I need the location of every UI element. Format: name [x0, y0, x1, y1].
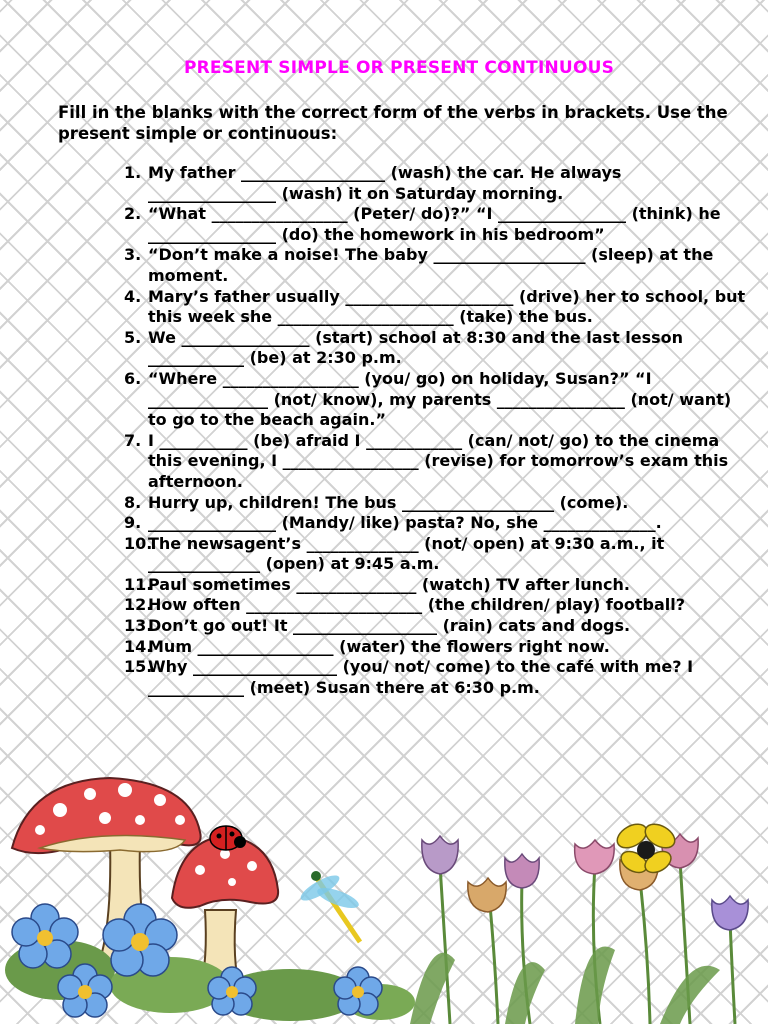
exercise-number: 10. — [124, 533, 153, 553]
tulip-icon — [422, 836, 458, 874]
exercise-item — [124, 369, 754, 431]
tulip-leaves — [410, 946, 720, 1024]
tulip-icon — [575, 840, 615, 874]
exercise-list — [124, 163, 754, 698]
exercise-item — [124, 637, 754, 658]
exercise-number: 11. — [124, 574, 153, 594]
exercise-item — [124, 431, 754, 493]
instructions: Fill in the blanks with the correct form of the verbs in brackets. Use the present simple or continuous: — [58, 103, 728, 143]
exercise-number: 5. — [124, 327, 142, 347]
tulip-icon — [505, 854, 539, 888]
exercise-text: Mary’s father usually _____________________ (drive) her to school, but this week she ______________________ (take) the bus. — [148, 286, 746, 327]
blue-flower-icon — [12, 904, 78, 968]
decoration-garden — [0, 770, 768, 1024]
exercise-number: 12. — [124, 595, 153, 615]
exercise-text: My father __________________ (wash) the car. He always ________________ (wash) it on Saturday morning. — [148, 163, 622, 203]
exercise-text: Mum _________________ (water) the flowers right now. — [148, 636, 610, 656]
blue-flower-icon — [334, 967, 382, 1015]
exercise-number: 4. — [124, 286, 142, 306]
exercise-text: Don’t go out! It __________________ (rain) cats and dogs. — [148, 616, 631, 636]
exercise-item — [124, 204, 754, 245]
exercise-number: 9. — [124, 513, 142, 533]
exercise-item — [124, 493, 754, 514]
page-title: PRESENT SIMPLE OR PRESENT CONTINUOUS — [183, 58, 615, 78]
exercise-item — [124, 534, 754, 575]
exercise-number: 3. — [124, 245, 142, 265]
exercise-number: 2. — [124, 204, 142, 224]
exercise-item — [124, 245, 754, 286]
exercise-number: 1. — [124, 163, 142, 182]
exercise-item — [124, 287, 754, 328]
exercise-text: “What _________________ (Peter/ do)?” “I ________________ (think) he ________________ (do) the homework in his bedroom” — [148, 204, 721, 244]
exercise-item — [124, 616, 754, 637]
exercise-number: 8. — [124, 492, 142, 512]
exercise-item — [124, 163, 754, 204]
tulip-icon — [468, 878, 506, 912]
exercise-text: Paul sometimes _______________ (watch) TV after lunch. — [148, 574, 630, 594]
exercise-text: The newsagent’s ______________ (not/ open) at 9:30 a.m., it ______________ (open) at 9:45 a.m. — [148, 533, 665, 574]
exercise-number: 13. — [124, 616, 153, 636]
exercise-item — [124, 657, 754, 698]
exercise-number: 7. — [124, 430, 142, 450]
exercise-text: “Don’t make a noise! The baby ___________________ (sleep) at the moment. — [148, 245, 714, 285]
ladybug-icon — [210, 826, 246, 850]
exercise-number: 6. — [124, 368, 142, 388]
exercise-text: Why __________________ (you/ not/ come) to the café with me? I ____________ (meet) Susan there at 6:30 p.m. — [148, 657, 694, 697]
exercise-text: Hurry up, children! The bus ___________________ (come). — [148, 492, 629, 512]
tulip-icon — [712, 896, 748, 930]
exercise-item — [124, 595, 754, 616]
exercise-text: We ________________ (start) school at 8:30 and the last lesson ____________ (be) at 2:30 p.m. — [148, 327, 684, 368]
exercise-text: “Where _________________ (you/ go) on holiday, Susan?” “I _______________ (not/ know), my parents ________________ (not/ want) to go to the beach again.” — [148, 368, 732, 430]
exercise-item — [124, 575, 754, 596]
exercise-text: ________________ (Mandy/ like) pasta? No, she ______________. — [148, 513, 662, 533]
exercise-number: 15. — [124, 657, 153, 677]
dragonfly-icon — [297, 871, 361, 942]
exercise-item — [124, 513, 754, 534]
exercise-text: I ___________ (be) afraid I ____________ (can/ not/ go) to the cinema this evening, I _________________ (revise) for tomorrow’s exam this afternoon. — [148, 430, 729, 491]
exercise-item — [124, 328, 754, 369]
exercise-number: 14. — [124, 636, 153, 656]
exercise-text: How often ______________________ (the children/ play) football? — [148, 595, 685, 615]
